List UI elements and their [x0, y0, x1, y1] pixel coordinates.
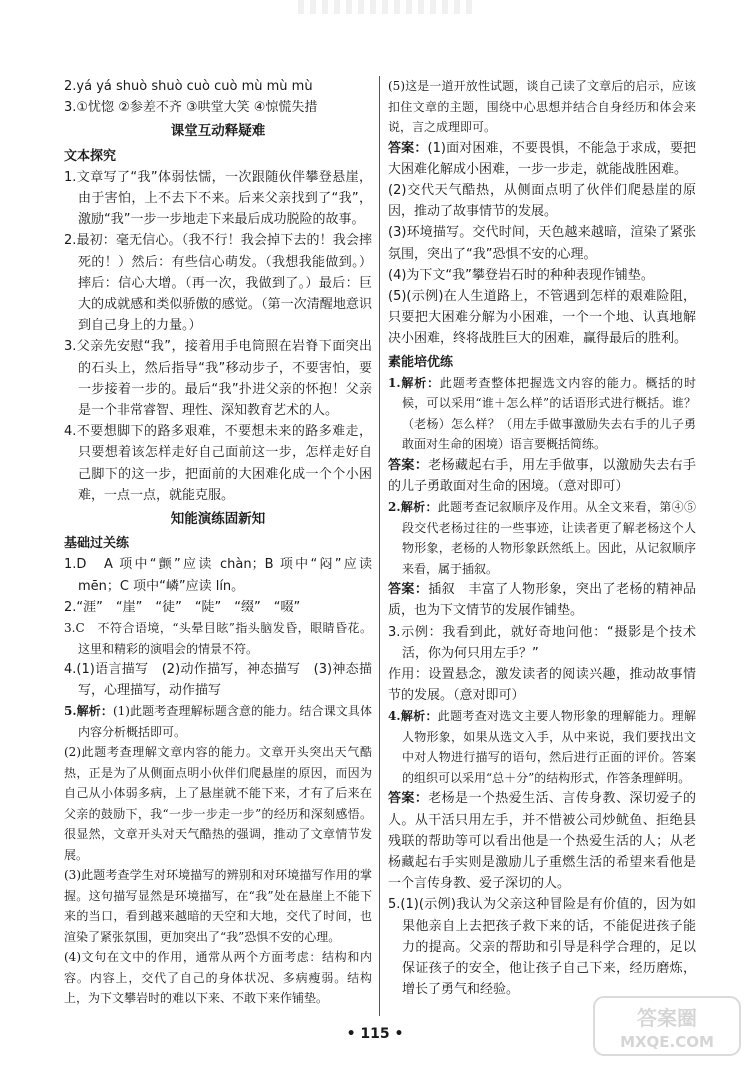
inquiry-answer-3: 3.父亲先安慰“我”，接着用手电筒照在岩脊下面突出的石头上，然后指导“我”移动步子，不要害怕，要一步接着一步的。最后“我”扑进父亲的怀抱！父亲是一个非常睿智、理性、深知教育艺术的人。 — [64, 339, 372, 419]
advanced-analysis-4: 4.解析：此题考查对选文主要人物形象的理解能力。理解人物形象，如果从选文入手，从中来说，我们要找出文中对人物进行描写的语句，然后进行正面的评价。答案的组织可以采用“总＋分”的结构形式，作答条理鲜明。 — [388, 709, 696, 785]
answer-block-2: (2)交代天气酷热，从侧面点明了伙伴们爬悬崖的原因，推动了故事情节的发展。 — [388, 182, 696, 220]
inquiry-answer-2: 2.最初：毫无信心。（我不行！我会掉下去的！我会摔死的！）然后：有些信心萌发。（我想我能做到。）摔后：信心大增。（再一次，我做到了。）最后：巨大的成就感和类似骄傲的感觉。（第一次清醒地意识到自己身上的力量。） — [64, 233, 372, 334]
svg-text:MXQE.COM: MXQE.COM — [620, 1033, 714, 1051]
subheading-advanced: 素能培优练 — [388, 354, 454, 370]
basic-answer-5-part4: (4)文句在文中的作用，通常从两个方面考虑：结构和内容。内容上，交代了自己的身体状况、多病瘦弱。结构上，为下文攀岩时的难以下来、不敢下来作铺垫。 — [64, 950, 372, 1006]
advanced-answer-2: 答案：插叙 丰富了人物形象，突出了老杨的精神品质，也为下文情节的发展作铺垫。 — [388, 582, 696, 619]
advanced-analysis-2: 2.解析：此题考查记叙顺序及作用。从全文来看，第④⑤段交代老杨过往的一些事迹，让读者更了解老杨这个人物形象，老杨的人物形象跃然纸上。因此，从记叙顺序来看，属于插叙。 — [388, 500, 696, 576]
subheading-basic: 基础过关练 — [64, 536, 130, 552]
watermark-graphic — [592, 995, 742, 1057]
answer-block-1: 答案：(1)面对困难，不要畏惧，不能急于求成，要把大困难化解成小困难，一步一步走，就能战胜困难。 — [388, 140, 696, 177]
analysis-label: 4.解析： — [388, 709, 438, 724]
answer-label: 答案： — [388, 582, 429, 598]
answer-block-4: (4)为下文“我”攀登岩石时的种种表现作铺垫。 — [388, 267, 654, 283]
basic-answer-1: 1.D A 项中“颤”应读 chàn；B 项中“闷”应读 mēn；C 项中“嶙”应读 lín。 — [64, 557, 372, 594]
answer-line-idioms: 3.①忧惚 ②参差不齐 ③哄堂大笑 ④惊慌失措 — [64, 100, 318, 116]
svg-text:答案圈: 答案圈 — [637, 1006, 697, 1030]
column-divider — [379, 76, 380, 1016]
basic-answer-5: 5.解析：(1)此题考查理解标题含意的能力。结合课文具体内容分析概括即可。 — [64, 704, 373, 739]
inquiry-answer-1: 1.文章写了“我”体弱怯懦，一次跟随伙伴攀登悬崖，由于害怕，上不去下不来。后来父亲找到了“我”，激励“我”一步一步地走下来最后成功脱险的故事。 — [64, 169, 372, 228]
section-title-classroom: 课堂互动释疑难 — [170, 123, 266, 140]
site-watermark-logo — [592, 995, 742, 1057]
analysis-label: 5.解析： — [64, 704, 113, 719]
section-title-practice: 知能演练固新知 — [170, 511, 266, 528]
basic-answer-5-part2: (2)此题考查理解文章内容的能力。文章开头突出天气酷热，正是为了从侧面点明小伙伴们爬悬崖的原因，而因为自己从小体弱多病，上了悬崖就不能下来，才有了后来在父亲的鼓励下，我“一步一步走一步”的经历和深刻感悟。很显然，文章开头对天气酷热的强调，推动了文章情节发展。 — [64, 745, 372, 862]
page-number: • 115 • — [346, 1026, 404, 1042]
answer-line-pinyin: 2.yá yá shuò shuò cuò cuò mù mù mù — [64, 79, 313, 94]
basic-answer-2: 2.“涯” “崖” “徒” “陡” “缀” “啜” — [64, 599, 301, 615]
top-watermark-strip — [298, 0, 478, 14]
basic-answer-3: 3.C 不符合语境，“头晕目眩”指头脑发昏，眼睛昏花。这里和精彩的演唱会的情景不符。 — [64, 621, 372, 656]
analysis-label: 2.解析： — [388, 500, 438, 515]
advanced-answer-3: 3.示例：我看到此，就好奇地问他：“摄影是个技术活，你为何只用左手？” — [388, 624, 696, 661]
basic-answer-4: 4.(1)语言描写 (2)动作描写，神态描写 (3)神态描写，心理描写，动作描写 — [64, 662, 372, 699]
basic-answer-5-part3: (3)此题考查学生对环境描写的辨别和对环境描写作用的掌握。这句描写显然是环境描写，在“我”处在悬崖上不能下来的当口，看到越来越暗的天空和大地，交代了时间，也渲染了紧张氛围，更加突出了“我”恐惧不安的心理。 — [64, 868, 372, 944]
left-column — [64, 76, 372, 1009]
advanced-answer-1: 答案：老杨藏起右手，用左手做事，以激励失去右手的儿子勇敢面对生命的困境。（意对即可） — [388, 457, 696, 494]
answer-label: 答案： — [388, 457, 429, 473]
advanced-analysis-1: 1.解析：此题考查整体把握选文内容的能力。概括的时候，可以采用“谁＋怎么样”的话语形式进行概括。谁？（老杨）怎么样？（用左手做事激励失去右手的儿子勇敢面对生命的困境）语言要概括简练。 — [388, 375, 696, 452]
answer-block-3: (3)环境描写。交代时间，天色越来越暗，渲染了紧张氛围，突出了“我”恐惧不安的心理。 — [388, 225, 696, 262]
advanced-answer-3-use: 作用：设置悬念，激发读者的阅读兴趣，推动故事情节的发展。（意对即可） — [388, 666, 696, 704]
inquiry-answer-4: 4.不要想脚下的路多艰难，不要想未来的路多难走，只要想着该怎样走好自己面前这一步，怎样走好自己脚下的这一步，把面前的大困难化成一个个小困难，一点一点，就能克服。 — [64, 424, 372, 503]
answer-block-5: (5)(示例)在人生道路上，不管遇到怎样的艰难险阻，只要把大困难分解为小困难，一个一个地、认真地解决小困难，终将战胜巨大的困难，赢得最后的胜利。 — [388, 288, 696, 347]
analysis-label: 1.解析： — [388, 375, 440, 390]
right-column — [388, 76, 696, 1000]
answer-label: 答案： — [388, 140, 428, 156]
subheading-text-inquiry: 文本探究 — [64, 148, 117, 164]
answer-label: 答案： — [388, 791, 429, 807]
advanced-answer-4: 答案：老杨是一个热爱生活、言传身教、深切爱子的人。从干活只用左手，并不惜被公司炒鱿鱼、拒绝县残联的帮助等可以看出他是一个热爱生活的人；从老杨藏起右手实则是激励儿子重燃生活的希望来看他是一个言传身教、爱子深切的人。 — [388, 791, 696, 892]
advanced-answer-5: 5.(1)(示例)我认为父亲这种冒险是有价值的，因为如果他亲自上去把孩子救下来的话，不能促进孩子能力的提高。父亲的帮助和引导是科学合理的，足以保证孩子的安全，他让孩子自己下来，经历磨炼，增长了勇气和经验。 — [388, 897, 696, 998]
basic-answer-5-part5: (5)这是一道开放性试题，谈自己读了文章后的启示，应该扣住文章的主题，围绕中心思想并结合自身经历和体会来说，言之成理即可。 — [388, 79, 696, 134]
